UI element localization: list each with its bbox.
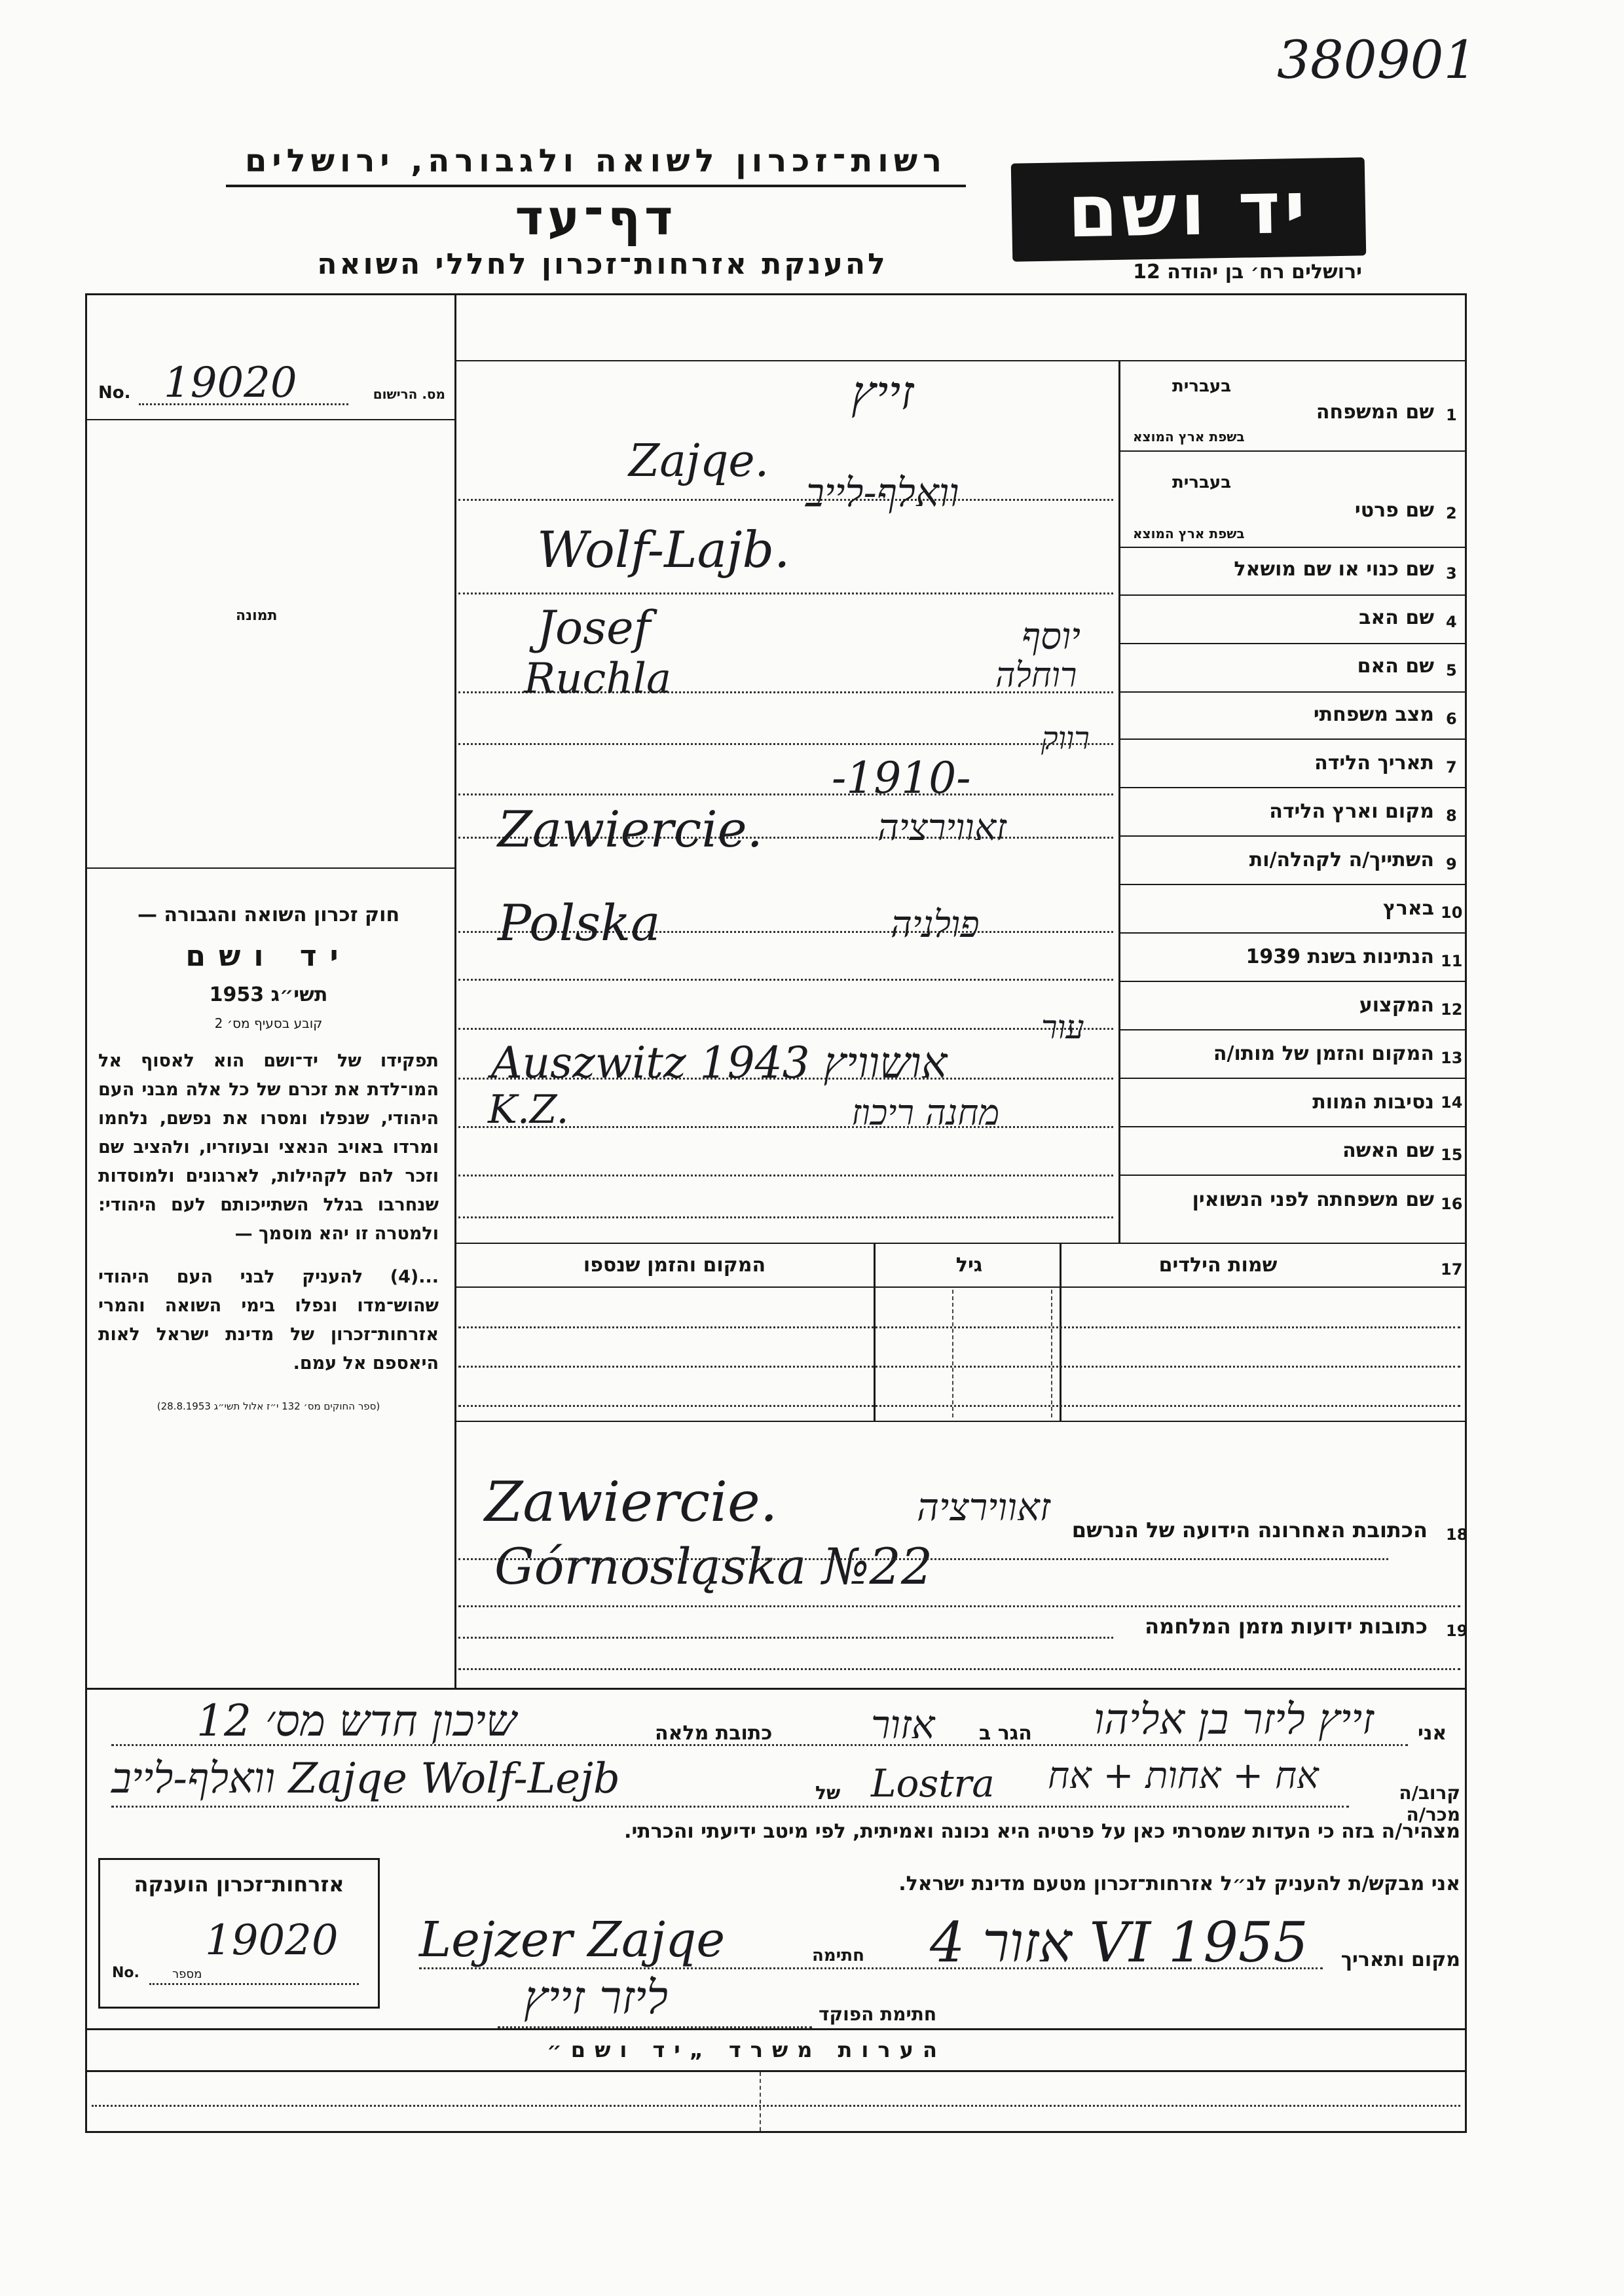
value-dotline-8 bbox=[458, 979, 1113, 981]
field-4-number: 4 bbox=[1446, 613, 1457, 631]
law-body-2: ...(4) להעניק לבני העם היהודי שהוש־מדו ונפלו בימי השואה והמרי אזרחות־זכרון של מדינת ישראל לאות היאספם אל עמם. bbox=[98, 1267, 439, 1374]
children-row-1 bbox=[458, 1326, 1460, 1328]
award-box-no-label: No. bbox=[112, 1965, 139, 1981]
logo-text: יד ושם bbox=[1067, 165, 1310, 254]
archive-number: 380901 bbox=[1277, 29, 1477, 90]
decl-prefix: אני bbox=[1418, 1722, 1447, 1745]
authority-underline bbox=[226, 185, 966, 187]
award-box-number: 19020 bbox=[205, 1916, 339, 1965]
row-line-1 bbox=[1118, 450, 1467, 452]
field-8-number: 8 bbox=[1446, 807, 1457, 825]
field-18-value-latin: Zawiercie. bbox=[485, 1470, 778, 1534]
award-box-dotline bbox=[149, 1983, 359, 1985]
field-13-value-latin: Auszwitz 1943 אושוויץ bbox=[491, 1038, 948, 1088]
row-line-5 bbox=[1118, 691, 1467, 693]
logo-address: ירושלים רח׳ בן יהודה 12 bbox=[1133, 261, 1362, 283]
field-12-number: 12 bbox=[1441, 1000, 1463, 1019]
remarks-line-1 bbox=[85, 2070, 1467, 2072]
field-10-value-hebrew: פולניה bbox=[891, 903, 980, 946]
field-11-label: הנתינות בשנת 1939 bbox=[1246, 945, 1434, 968]
value-dotline-5 bbox=[458, 793, 1113, 795]
field-14-label: נסיבות המוות bbox=[1312, 1091, 1434, 1114]
field-10-number: 10 bbox=[1441, 903, 1463, 922]
field-8-value-hebrew: זאווירציה bbox=[877, 807, 1006, 849]
field-1-sub-origin: בשפת ארץ המוצא bbox=[1133, 429, 1245, 445]
remarks-top-line bbox=[85, 2028, 1467, 2030]
law-name: יד ושם bbox=[185, 939, 352, 973]
field-16-number: 16 bbox=[1441, 1195, 1463, 1213]
value-dotline-2 bbox=[458, 592, 1113, 594]
field-7-value: -1910- bbox=[832, 753, 971, 803]
field-3-number: 3 bbox=[1446, 564, 1457, 583]
field-1-value-hebrew: זייץ bbox=[851, 365, 914, 420]
registration-line bbox=[85, 419, 454, 420]
field-1-sub-hebrew: בעברית bbox=[1172, 376, 1232, 396]
field-18-dotline-1 bbox=[458, 1558, 1388, 1560]
registration-dotline bbox=[139, 403, 348, 405]
award-box bbox=[98, 1858, 380, 2009]
field-18-dotline-2 bbox=[458, 1605, 1460, 1607]
children-col-age: גיל bbox=[955, 1254, 983, 1277]
row-line-14 bbox=[1118, 1126, 1467, 1127]
decl-dotline-1 bbox=[111, 1744, 1408, 1746]
row-line-9 bbox=[1118, 884, 1467, 885]
decl-statement: מצהיר/ה בזה כי העדות שמסרתי כאן על פרטיה היא נכונה ואמיתית, לפי מיטב ידיעתי והכרתי. bbox=[624, 1820, 1460, 1843]
award-box-num-label: מספר bbox=[172, 1967, 202, 1981]
children-col-place: המקום והזמן שנספו bbox=[583, 1254, 766, 1277]
field-5-label: שם האם bbox=[1357, 655, 1434, 678]
children-dash-1 bbox=[952, 1290, 953, 1417]
row-line-2 bbox=[1118, 547, 1467, 548]
form-subtitle: להענקת אזרחות־זכרון לחללי השואה bbox=[317, 247, 888, 281]
field-7-value-hebrew: רווק bbox=[1041, 720, 1090, 757]
row-line-13 bbox=[1118, 1078, 1467, 1079]
field-14-value-hebrew: מחנה ריכוז bbox=[851, 1092, 1000, 1133]
field-2-sub-origin: בשפת ארץ המוצא bbox=[1133, 526, 1245, 541]
registration-number: 19020 bbox=[164, 359, 297, 407]
field-9-label: השתייך/ה לקהלה/ות bbox=[1249, 848, 1434, 871]
row-line-7 bbox=[1118, 787, 1467, 788]
field-4-value-latin: Josef bbox=[537, 601, 651, 655]
field-16-label: שם משפחתה לפני הנשואין bbox=[1192, 1188, 1434, 1211]
field-4-value-hebrew: יוסף bbox=[1022, 615, 1080, 658]
field-2-value-hebrew: וואלף-לייב bbox=[805, 470, 959, 516]
field-10-value-latin: Polska bbox=[498, 894, 661, 952]
field-14-value-latin: K.Z. bbox=[488, 1087, 569, 1133]
registration-label: מס. הרישום bbox=[373, 386, 445, 402]
photo-bottom-line bbox=[85, 867, 454, 869]
label-column-divider bbox=[1118, 360, 1120, 1243]
decl-relation-label: קרוב/ה מכר/ה bbox=[1399, 1782, 1460, 1825]
row-line-16 bbox=[454, 1243, 1467, 1244]
decl-name: זייץ ליזר בן אליהו bbox=[1094, 1696, 1374, 1744]
decl-resides: הגר ב bbox=[979, 1722, 1032, 1745]
children-header-line bbox=[454, 1286, 1467, 1288]
field-18-value-street: Górnosląska №22 bbox=[494, 1537, 933, 1595]
field-1-number: 1 bbox=[1446, 406, 1457, 424]
field-17-number: 17 bbox=[1441, 1260, 1463, 1279]
field-1-value-latin: Zajqe. bbox=[629, 435, 769, 487]
field-7-number: 7 bbox=[1446, 758, 1457, 776]
children-dash-2 bbox=[1051, 1290, 1052, 1417]
field-6-number: 6 bbox=[1446, 710, 1457, 728]
value-dotline-4 bbox=[458, 743, 1113, 745]
decl-signature: Lejzer Zajqe bbox=[419, 1912, 726, 1968]
field-2-number: 2 bbox=[1446, 504, 1457, 522]
field-2-value-latin: Wolf-Lajb. bbox=[537, 520, 790, 579]
field-5-number: 5 bbox=[1446, 661, 1457, 680]
row-line-12 bbox=[1118, 1029, 1467, 1030]
row-line-10 bbox=[1118, 932, 1467, 934]
value-dotline-13 bbox=[458, 1216, 1113, 1218]
field-18-value-hebrew: זאווירציה bbox=[917, 1485, 1050, 1529]
authority-line: רשות־זכרון לשואה ולגבורה, ירושלים bbox=[244, 143, 948, 179]
decl-officer-label: חתימת הפוקד bbox=[819, 2003, 937, 2025]
decl-dotline-2 bbox=[111, 1806, 1349, 1808]
award-box-title: אזרחות־זכרון הוענקה bbox=[134, 1872, 344, 1897]
children-row-2 bbox=[458, 1366, 1460, 1368]
decl-relation-latin: Lostra bbox=[871, 1761, 995, 1806]
row-line-15 bbox=[1118, 1175, 1467, 1176]
children-bottom-line bbox=[454, 1421, 1467, 1422]
field-13-number: 13 bbox=[1441, 1049, 1463, 1067]
field-3-label: שם כנוי או שם מושאל bbox=[1234, 558, 1434, 581]
yad-vashem-logo bbox=[1011, 157, 1367, 261]
law-year: תשי״ג 1953 bbox=[209, 983, 328, 1006]
row-line-6 bbox=[1118, 738, 1467, 740]
decl-person-name: וואלף-לייב Zajqe Wolf-Lejb bbox=[111, 1755, 620, 1803]
field-9-number: 9 bbox=[1446, 855, 1457, 873]
law-block bbox=[98, 903, 439, 1412]
field-8-label: מקום וארץ הלידה bbox=[1269, 800, 1434, 823]
field-19-number: 19 bbox=[1446, 1622, 1468, 1640]
law-title: חוק זכרון השואה והגבורה — bbox=[137, 903, 400, 926]
children-divider-2 bbox=[1060, 1243, 1061, 1421]
decl-officer-signature: ליזר זייץ bbox=[524, 1971, 668, 2024]
field-10-label: בארץ bbox=[1382, 897, 1434, 920]
remarks-divider bbox=[760, 2072, 761, 2131]
children-row-3 bbox=[458, 1405, 1460, 1407]
declaration-top-line bbox=[85, 1688, 1467, 1690]
field-18-number: 18 bbox=[1446, 1525, 1468, 1544]
row-line-4 bbox=[1118, 643, 1467, 644]
decl-signature-label: חתימה bbox=[812, 1946, 864, 1965]
row-line-3 bbox=[1118, 594, 1467, 596]
children-col-names: שמות הילדים bbox=[1158, 1254, 1278, 1277]
field-5-value-latin: Ruchla bbox=[524, 655, 672, 703]
decl-place-label: מקום ותאריך bbox=[1340, 1948, 1460, 1971]
law-citation: (ספר החוקים מס׳ 132 י״ז אלול תשי״ג 28.8.1953) bbox=[157, 1400, 380, 1412]
row-line-8 bbox=[1118, 835, 1467, 837]
value-dotline-9 bbox=[458, 1028, 1113, 1030]
field-1-label: שם המשפחה bbox=[1316, 401, 1434, 424]
form-title: דף־עד bbox=[515, 190, 677, 246]
decl-address-label: כתובת מלאה bbox=[655, 1722, 773, 1745]
field-15-number: 15 bbox=[1441, 1146, 1463, 1164]
row-line-11 bbox=[1118, 981, 1467, 982]
law-body: תפקידו של יד־ושם הוא לאסוף אל המו־לדת את זכרם של כל אלה מבני העם היהודי, שנפלו ומסרו את נפשם, נלחמו ומרדו באויב הנאצי ובעוזריו, ולהציב שם וזכר להם לקהילות, לארגונים ולמוסדות שנחרבו בגלל השתייכותם לעם היהודי: ולמטרה זו יהא מוסמך — bbox=[98, 1051, 439, 1244]
field-15-label: שם האשה bbox=[1342, 1139, 1434, 1162]
decl-dotline-3 bbox=[419, 1967, 1323, 1969]
field-18-label: הכתובת האחרונה הידועה של הנרשם bbox=[1071, 1518, 1428, 1542]
field-8-value-latin: Zawiercie. bbox=[498, 800, 763, 858]
top-strip-line bbox=[454, 360, 1467, 361]
children-divider-1 bbox=[874, 1243, 876, 1421]
field-12-label: המקצוע bbox=[1359, 994, 1434, 1017]
decl-city: אזור bbox=[871, 1702, 935, 1748]
field-13-label: המקום והזמן של מותו/ה bbox=[1213, 1042, 1434, 1065]
field-2-sub-hebrew: בעברית bbox=[1172, 473, 1232, 492]
field-7-label: תאריך הלידה bbox=[1314, 752, 1434, 774]
decl-place-date: אזור 4 VI 1955 bbox=[930, 1910, 1308, 1975]
field-19-label: כתובות ידועות מזמן המלחמה bbox=[1145, 1614, 1428, 1639]
field-14-number: 14 bbox=[1441, 1093, 1463, 1112]
field-4-label: שם האב bbox=[1359, 606, 1434, 629]
field-19-dotline-1 bbox=[458, 1637, 1113, 1639]
left-column-divider bbox=[454, 293, 456, 1688]
decl-address: שיכון חדש מס׳ 12 bbox=[196, 1696, 517, 1746]
photo-label: תמונה bbox=[236, 608, 278, 624]
decl-relation: אח + אחות + אח bbox=[1048, 1755, 1319, 1797]
decl-request: אני מבקש/ת להעניק לנ״ל אזרחות־זכרון מטעם מדינת ישראל. bbox=[898, 1872, 1460, 1895]
field-5-value-hebrew: רוחלה bbox=[995, 656, 1077, 695]
law-clause: קובע בסעיף מס׳ 2 bbox=[214, 1015, 323, 1031]
registration-no-label: No. bbox=[98, 383, 131, 403]
field-13-value-hebrew: עור bbox=[1041, 1008, 1084, 1046]
field-2-label: שם פרטי bbox=[1354, 499, 1434, 522]
field-11-number: 11 bbox=[1441, 952, 1463, 970]
remarks-label: הערות משרד „יד ושם״ bbox=[547, 2037, 946, 2062]
field-19-dotline-2 bbox=[458, 1668, 1460, 1670]
field-6-label: מצב משפחתי bbox=[1313, 703, 1434, 726]
decl-of: של bbox=[815, 1782, 841, 1804]
remarks-dotline bbox=[92, 2105, 1460, 2107]
value-dotline-1 bbox=[458, 499, 1113, 501]
value-dotline-12 bbox=[458, 1175, 1113, 1176]
